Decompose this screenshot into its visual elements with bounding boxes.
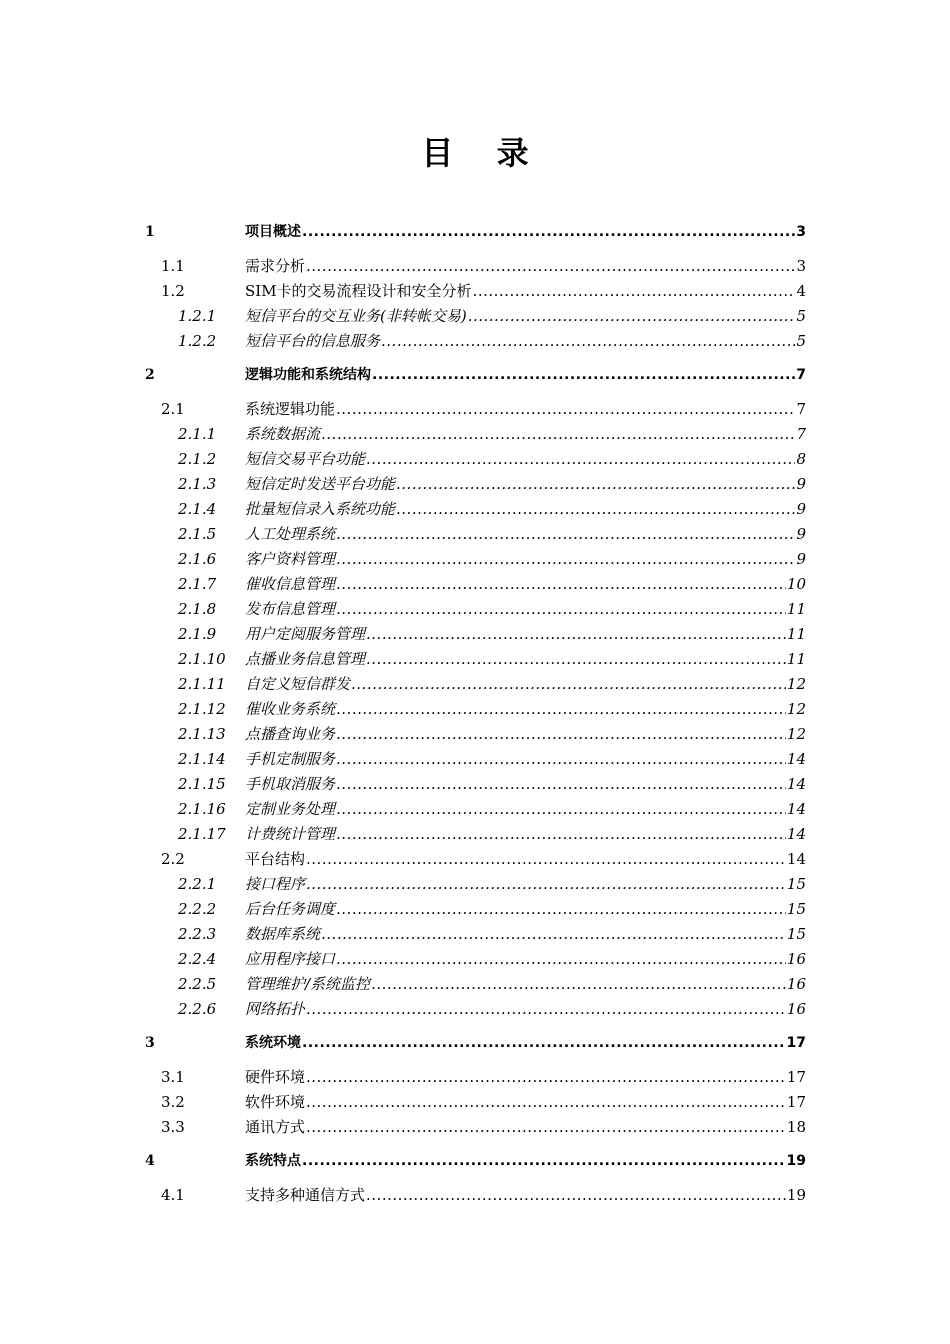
toc-leader-dots [302,1151,786,1171]
toc-leader-dots [336,699,786,719]
toc-leader-dots [302,222,795,242]
toc-entry-title: 需求分析 [245,257,306,275]
toc-entry[interactable] [178,774,806,794]
toc-entry-number: 2.2.2 [178,900,217,918]
toc-leader-dots [396,499,795,519]
toc-entry-number: 2.2.5 [178,975,217,993]
toc-entry[interactable] [178,674,806,694]
toc-entry-number: 4.1 [161,1186,185,1204]
toc-entry-number: 4 [145,1153,155,1169]
toc-entry-title: 系统逻辑功能 [245,400,336,418]
toc-entry[interactable] [161,1117,806,1137]
toc-entry-title: 系统数据流 [245,425,321,443]
toc-entry-page: 11 [786,625,806,643]
toc-entry[interactable] [178,474,806,494]
toc-entry[interactable] [161,1092,806,1112]
toc-entry[interactable] [178,824,806,844]
toc-entry[interactable] [178,649,806,669]
toc-entry-number: 2.1.9 [178,625,217,643]
toc-entry-page: 12 [786,725,806,743]
toc-leader-dots [336,399,795,419]
toc-leader-dots [306,1092,786,1112]
toc-entry-title: 系统特点 [245,1153,301,1169]
toc-leader-dots [306,849,786,869]
toc-entry-page: 15 [786,900,806,918]
toc-leader-dots [302,1033,786,1053]
toc-entry-title: 系统环境 [245,1035,301,1051]
toc-entry-page: 14 [786,825,806,843]
toc-entry[interactable] [178,749,806,769]
toc-entry-title: 硬件环境 [245,1068,306,1086]
toc-leader-dots [336,949,786,969]
toc-leader-dots [473,281,796,301]
toc-entry[interactable] [178,724,806,744]
toc-entry[interactable] [161,849,806,869]
toc-entry-number: 2.1.3 [178,475,217,493]
toc-entry-number: 2.1.2 [178,450,217,468]
toc-entry-number: 2.2.4 [178,950,217,968]
toc-entry-number: 1.2 [161,282,185,300]
toc-leader-dots [306,874,786,894]
toc-entry-title: 发布信息管理 [245,600,336,618]
toc-leader-dots [306,999,786,1019]
toc-entry[interactable] [178,899,806,919]
toc-entry[interactable] [178,331,806,351]
toc-leader-dots [366,449,795,469]
toc-entry-page: 16 [786,950,806,968]
toc-entry[interactable] [178,874,806,894]
toc-entry-number: 2.2.3 [178,925,217,943]
toc-leader-dots [366,649,786,669]
toc-entry-page: 11 [786,600,806,618]
toc-entry-title: 人工处理系统 [245,525,336,543]
toc-entry-number: 1.1 [161,257,185,275]
toc-entry-title: 批量短信录入系统功能 [245,500,396,518]
toc-entry-number: 2.1.6 [178,550,217,568]
toc-leader-dots [336,574,786,594]
toc-entry[interactable] [178,549,806,569]
toc-leader-dots [468,306,796,326]
toc-leader-dots [366,1185,786,1205]
toc-entry-page: 14 [786,850,806,868]
toc-entry-page: 15 [786,925,806,943]
toc-entry[interactable] [178,306,806,326]
toc-entry-page: 18 [786,1118,806,1136]
toc-entry[interactable] [178,974,806,994]
toc-leader-dots [372,365,795,385]
toc-entry-title: 自定义短信群发 [245,675,351,693]
toc-entry-number: 2.1.8 [178,600,217,618]
toc-entry-page: 12 [786,700,806,718]
toc-entry-page: 7 [796,425,806,443]
toc-entry[interactable] [178,499,806,519]
toc-entry-page: 19 [786,1186,806,1204]
toc-entry-page: 9 [796,475,806,493]
toc-entry-page: 8 [796,450,806,468]
toc-entry[interactable] [161,1067,806,1087]
toc-leader-dots [306,256,795,276]
toc-entry-page: 7 [796,367,806,383]
toc-entry-page: 17 [786,1093,806,1111]
toc-entry-number: 3.2 [161,1093,185,1111]
toc-entry-number: 2.1.17 [178,825,226,843]
toc-entry-number: 2.1.5 [178,525,217,543]
toc-entry-number: 2.1.10 [178,650,226,668]
toc-entry-title: 催收信息管理 [245,575,336,593]
toc-entry-title: 手机取消服务 [245,775,336,793]
toc-entry-title: 支持多种通信方式 [245,1186,366,1204]
toc-leader-dots [321,424,795,444]
toc-entry[interactable] [178,599,806,619]
toc-entry-number: 2.1.1 [178,425,217,443]
toc-entry[interactable] [161,256,806,276]
toc-entry-page: 5 [796,307,806,325]
toc-entry[interactable] [161,399,806,419]
toc-entry-number: 2.1.15 [178,775,226,793]
toc-leader-dots [321,924,786,944]
toc-entry-page: 14 [786,750,806,768]
toc-entry[interactable] [178,949,806,969]
toc-entry-number: 2.1.4 [178,500,217,518]
toc-leader-dots [381,331,795,351]
toc-entry-page: 14 [786,800,806,818]
toc-entry[interactable] [178,424,806,444]
toc-entry[interactable] [178,924,806,944]
toc-entry-page: 12 [786,675,806,693]
toc-entry-title: 定制业务处理 [245,800,336,818]
toc-entry-page: 4 [796,282,806,300]
toc-entry-number: 2.2 [161,850,185,868]
toc-entry[interactable] [145,365,806,385]
toc-entry-title: 短信交易平台功能 [245,450,366,468]
toc-entry-title: 催收业务系统 [245,700,336,718]
toc-entry[interactable] [178,524,806,544]
toc-entry-title: 平台结构 [245,850,306,868]
toc-entry-title: 网络拓扑 [245,1000,306,1018]
toc-entry-title: 计费统计管理 [245,825,336,843]
toc-entry-number: 3.1 [161,1068,185,1086]
toc-leader-dots [336,774,786,794]
toc-leader-dots [336,899,786,919]
toc-entry-title: 项目概述 [245,224,301,240]
toc-entry-page: 9 [796,550,806,568]
toc-entry-title: 逻辑功能和系统结构 [245,367,371,383]
toc-entry[interactable] [145,1151,806,1171]
toc-leader-dots [396,474,795,494]
toc-entry-number: 2.1.14 [178,750,226,768]
toc-entry[interactable] [178,449,806,469]
toc-leader-dots [336,824,786,844]
toc-entry-page: 16 [786,975,806,993]
toc-leader-dots [336,749,786,769]
toc-leader-dots [306,1067,786,1087]
toc-entry[interactable] [145,1033,806,1053]
page-title: 目 录 [421,134,545,172]
toc-leader-dots [336,724,786,744]
toc-entry-page: 15 [786,875,806,893]
toc-entry[interactable] [178,574,806,594]
toc-entry-number: 2.1.11 [178,675,226,693]
toc-leader-dots [336,524,795,544]
toc-entry-title: 点播查询业务 [245,725,336,743]
toc-entry-page: 3 [796,257,806,275]
toc-entry-page: 3 [796,224,806,240]
toc-entry-page: 9 [796,500,806,518]
toc-entry-number: 2.1.12 [178,700,226,718]
toc-entry[interactable] [161,1185,806,1205]
toc-entry[interactable] [178,699,806,719]
toc-entry[interactable] [178,999,806,1019]
toc-leader-dots [336,599,786,619]
toc-entry-page: 17 [786,1035,806,1051]
toc-entry-number: 3.3 [161,1118,185,1136]
toc-entry-number: 1.2.1 [178,307,217,325]
toc-entry[interactable] [145,222,806,242]
toc-entry[interactable] [161,281,806,301]
toc-entry-number: 2.1.16 [178,800,226,818]
toc-entry-title: 软件环境 [245,1093,306,1111]
toc-entry-title: 接口程序 [245,875,306,893]
toc-entry-title: 后台任务调度 [245,900,336,918]
toc-entry-number: 2.1.7 [178,575,217,593]
toc-entry-title: 短信平台的交互业务(非转帐交易) [245,307,467,325]
toc-entry-title: SIM卡的交易流程设计和安全分析 [245,282,472,300]
toc-entry-title: 客户资料管理 [245,550,336,568]
toc-entry-page: 9 [796,525,806,543]
toc-entry-page: 14 [786,775,806,793]
toc-entry-title: 通讯方式 [245,1118,306,1136]
toc-entry-title: 管理维护/系统监控 [245,975,371,993]
toc-entry-page: 19 [786,1153,806,1169]
toc-entry-title: 短信定时发送平台功能 [245,475,396,493]
toc-entry[interactable] [178,799,806,819]
toc-entry-number: 2.1 [161,400,185,418]
toc-entry-title: 点播业务信息管理 [245,650,366,668]
toc-entry-number: 2 [145,367,155,383]
toc-entry-title: 数据库系统 [245,925,321,943]
toc-leader-dots [336,799,786,819]
toc-entry-title: 应用程序接口 [245,950,336,968]
toc-entry-page: 5 [796,332,806,350]
toc-entry-number: 2.2.6 [178,1000,217,1018]
toc-entry-title: 手机定制服务 [245,750,336,768]
toc-leader-dots [336,549,795,569]
toc-entry-page: 11 [786,650,806,668]
toc-leader-dots [371,974,786,994]
toc-entry-number: 2.2.1 [178,875,217,893]
toc-entry-number: 1.2.2 [178,332,217,350]
toc-entry-page: 10 [786,575,806,593]
toc-entry-page: 16 [786,1000,806,1018]
toc-entry-number: 2.1.13 [178,725,226,743]
toc-entry-page: 17 [786,1068,806,1086]
toc-entry-title: 用户定阅服务管理 [245,625,366,643]
toc-entry-page: 7 [796,400,806,418]
toc-entry-title: 短信平台的信息服务 [245,332,381,350]
toc-entry-number: 1 [145,224,155,240]
toc-leader-dots [351,674,786,694]
toc-leader-dots [366,624,786,644]
toc-leader-dots [306,1117,786,1137]
toc-entry[interactable] [178,624,806,644]
toc-entry-number: 3 [145,1035,155,1051]
